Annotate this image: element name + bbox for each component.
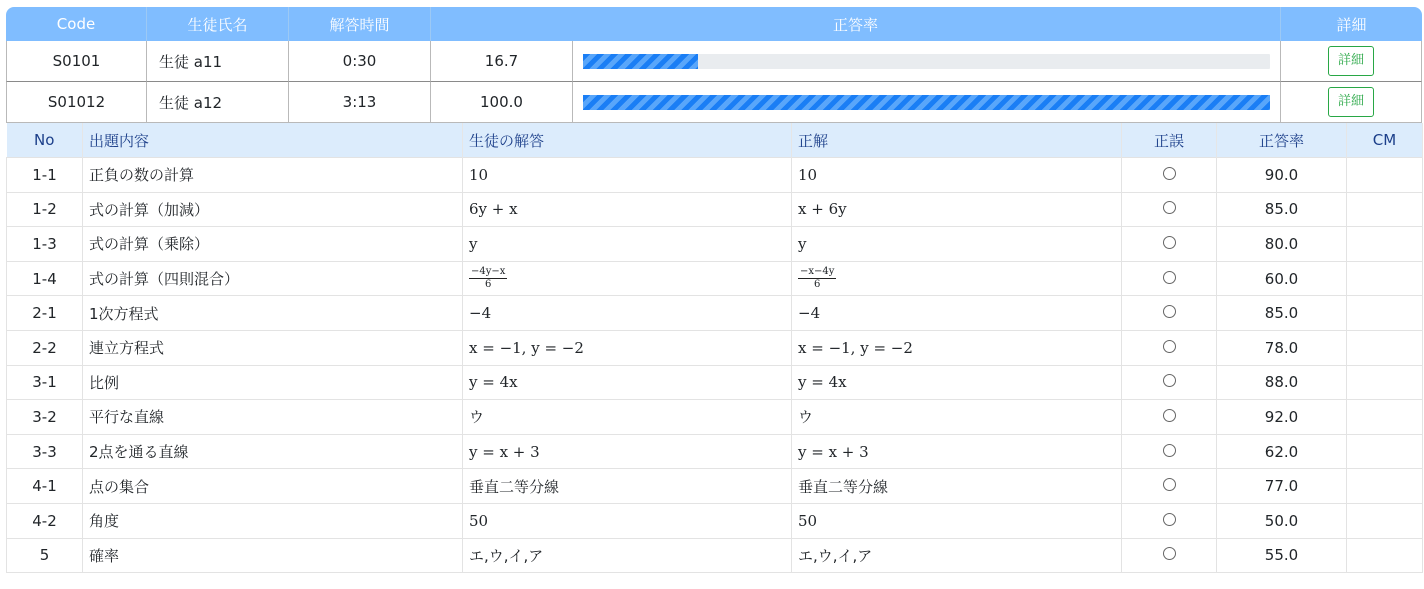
fraction-denominator: 6 <box>814 279 821 291</box>
students-header-row <box>6 7 1422 41</box>
student-answer: −4 <box>463 296 792 331</box>
correct-circle-icon <box>1163 201 1176 214</box>
question-cm <box>1347 538 1423 573</box>
question-rate: 77.0 <box>1217 469 1347 504</box>
question-cm <box>1347 400 1423 435</box>
student-answer: x = −1, y = −2 <box>463 330 792 365</box>
correct-circle-icon <box>1163 167 1176 180</box>
student-answer: y = x + 3 <box>463 434 792 469</box>
student-detail-cell <box>1281 41 1422 82</box>
question-row <box>7 192 1423 227</box>
question-content: 1次方程式 <box>83 296 463 331</box>
student-answer: y <box>463 227 792 262</box>
judgement-cell <box>1122 192 1217 227</box>
question-cm <box>1347 330 1423 365</box>
header-code: Code <box>6 7 147 41</box>
question-no: 4-2 <box>7 503 83 538</box>
result-view <box>6 7 1422 573</box>
judgement-cell <box>1122 365 1217 400</box>
detail-button[interactable]: 詳細 <box>1328 87 1374 117</box>
progress-track <box>583 95 1270 110</box>
header-correct-rate: 正答率 <box>431 7 1281 41</box>
question-no: 2-2 <box>7 330 83 365</box>
judgement-cell <box>1122 434 1217 469</box>
header-student-answer: 生徒の解答 <box>463 123 792 158</box>
question-content: 正負の数の計算 <box>83 158 463 193</box>
student-rate: 16.7 <box>431 41 573 82</box>
question-no: 1-3 <box>7 227 83 262</box>
header-rate: 正答率 <box>1217 123 1347 158</box>
correct-circle-icon <box>1163 340 1176 353</box>
judgement-cell <box>1122 538 1217 573</box>
question-no: 4-1 <box>7 469 83 504</box>
students-table <box>6 7 1422 123</box>
correct-circle-icon <box>1163 374 1176 387</box>
student-row <box>6 82 1422 123</box>
correct-answer: 垂直二等分線 <box>792 469 1122 504</box>
question-cm <box>1347 503 1423 538</box>
correct-circle-icon <box>1163 444 1176 457</box>
student-answer: ウ <box>463 400 792 435</box>
question-row <box>7 296 1423 331</box>
student-rate-bar <box>573 41 1281 82</box>
judgement-cell <box>1122 158 1217 193</box>
fraction-numerator: −4y−x <box>471 266 506 278</box>
student-time: 3:13 <box>289 82 431 123</box>
question-cm <box>1347 365 1423 400</box>
header-cm: CM <box>1347 123 1423 158</box>
question-content: 式の計算（四則混合） <box>83 261 463 296</box>
question-rate: 92.0 <box>1217 400 1347 435</box>
fraction <box>469 266 507 291</box>
question-cm <box>1347 192 1423 227</box>
question-cm <box>1347 261 1423 296</box>
correct-circle-icon <box>1163 271 1176 284</box>
question-content: 比例 <box>83 365 463 400</box>
correct-circle-icon <box>1163 409 1176 422</box>
question-rate: 85.0 <box>1217 296 1347 331</box>
question-row <box>7 158 1423 193</box>
question-content: 式の計算（加減） <box>83 192 463 227</box>
correct-circle-icon <box>1163 547 1176 560</box>
question-rate: 88.0 <box>1217 365 1347 400</box>
question-row <box>7 400 1423 435</box>
question-no: 1-4 <box>7 261 83 296</box>
question-no: 3-1 <box>7 365 83 400</box>
judgement-cell <box>1122 227 1217 262</box>
fraction <box>798 266 836 291</box>
student-answer: 50 <box>463 503 792 538</box>
header-content: 出題内容 <box>83 123 463 158</box>
header-detail: 詳細 <box>1281 7 1422 41</box>
question-cm <box>1347 434 1423 469</box>
question-rate: 80.0 <box>1217 227 1347 262</box>
question-no: 1-1 <box>7 158 83 193</box>
question-content: 平行な直線 <box>83 400 463 435</box>
question-rate: 60.0 <box>1217 261 1347 296</box>
question-row <box>7 503 1423 538</box>
question-content: 2点を通る直線 <box>83 434 463 469</box>
student-name: 生徒 a12 <box>147 82 289 123</box>
correct-circle-icon <box>1163 478 1176 491</box>
correct-answer: エ,ウ,イ,ア <box>792 538 1122 573</box>
student-name: 生徒 a11 <box>147 41 289 82</box>
header-no: No <box>7 123 83 158</box>
correct-circle-icon <box>1163 236 1176 249</box>
correct-answer: 50 <box>792 503 1122 538</box>
progress-fill <box>583 95 1270 110</box>
judgement-cell <box>1122 400 1217 435</box>
correct-answer: −4 <box>792 296 1122 331</box>
question-row <box>7 261 1423 296</box>
question-row <box>7 330 1423 365</box>
question-row <box>7 538 1423 573</box>
question-no: 1-2 <box>7 192 83 227</box>
question-no: 3-2 <box>7 400 83 435</box>
judgement-cell <box>1122 469 1217 504</box>
correct-answer: x + 6y <box>792 192 1122 227</box>
question-rate: 62.0 <box>1217 434 1347 469</box>
student-answer: 10 <box>463 158 792 193</box>
student-code: S0101 <box>6 41 147 82</box>
question-no: 5 <box>7 538 83 573</box>
question-content: 角度 <box>83 503 463 538</box>
student-answer: エ,ウ,イ,ア <box>463 538 792 573</box>
fraction-denominator: 6 <box>485 279 492 291</box>
student-rate: 100.0 <box>431 82 573 123</box>
student-rate-bar <box>573 82 1281 123</box>
correct-answer: y <box>792 227 1122 262</box>
judgement-cell <box>1122 261 1217 296</box>
question-row <box>7 227 1423 262</box>
questions-header-row <box>7 123 1423 158</box>
question-cm <box>1347 296 1423 331</box>
student-time: 0:30 <box>289 41 431 82</box>
question-cm <box>1347 469 1423 504</box>
question-rate: 85.0 <box>1217 192 1347 227</box>
student-answer: y = 4x <box>463 365 792 400</box>
judgement-cell <box>1122 296 1217 331</box>
fraction-numerator: −x−4y <box>800 266 835 278</box>
question-rate: 78.0 <box>1217 330 1347 365</box>
question-no: 3-3 <box>7 434 83 469</box>
question-cm <box>1347 158 1423 193</box>
correct-answer <box>792 261 1122 296</box>
question-rate: 90.0 <box>1217 158 1347 193</box>
question-cm <box>1347 227 1423 262</box>
student-answer <box>463 261 792 296</box>
student-answer: 垂直二等分線 <box>463 469 792 504</box>
judgement-cell <box>1122 503 1217 538</box>
correct-answer: y = x + 3 <box>792 434 1122 469</box>
header-judgement: 正誤 <box>1122 123 1217 158</box>
judgement-cell <box>1122 330 1217 365</box>
student-row <box>6 41 1422 82</box>
correct-answer: x = −1, y = −2 <box>792 330 1122 365</box>
correct-answer: ウ <box>792 400 1122 435</box>
student-answer: 6y + x <box>463 192 792 227</box>
correct-circle-icon <box>1163 305 1176 318</box>
question-content: 点の集合 <box>83 469 463 504</box>
question-rate: 55.0 <box>1217 538 1347 573</box>
progress-fill <box>583 54 698 69</box>
questions-table <box>6 123 1423 573</box>
question-row <box>7 434 1423 469</box>
correct-answer: y = 4x <box>792 365 1122 400</box>
student-detail-cell <box>1281 82 1422 123</box>
header-answer-time: 解答時間 <box>289 7 431 41</box>
question-row <box>7 365 1423 400</box>
question-row <box>7 469 1423 504</box>
detail-button[interactable]: 詳細 <box>1328 46 1374 76</box>
header-correct-answer: 正解 <box>792 123 1122 158</box>
header-student-name: 生徒氏名 <box>147 7 289 41</box>
correct-answer: 10 <box>792 158 1122 193</box>
question-no: 2-1 <box>7 296 83 331</box>
correct-circle-icon <box>1163 513 1176 526</box>
progress-track <box>583 54 1270 69</box>
question-content: 式の計算（乗除） <box>83 227 463 262</box>
question-content: 連立方程式 <box>83 330 463 365</box>
questions-body <box>7 158 1423 573</box>
question-content: 確率 <box>83 538 463 573</box>
question-rate: 50.0 <box>1217 503 1347 538</box>
student-code: S01012 <box>6 82 147 123</box>
